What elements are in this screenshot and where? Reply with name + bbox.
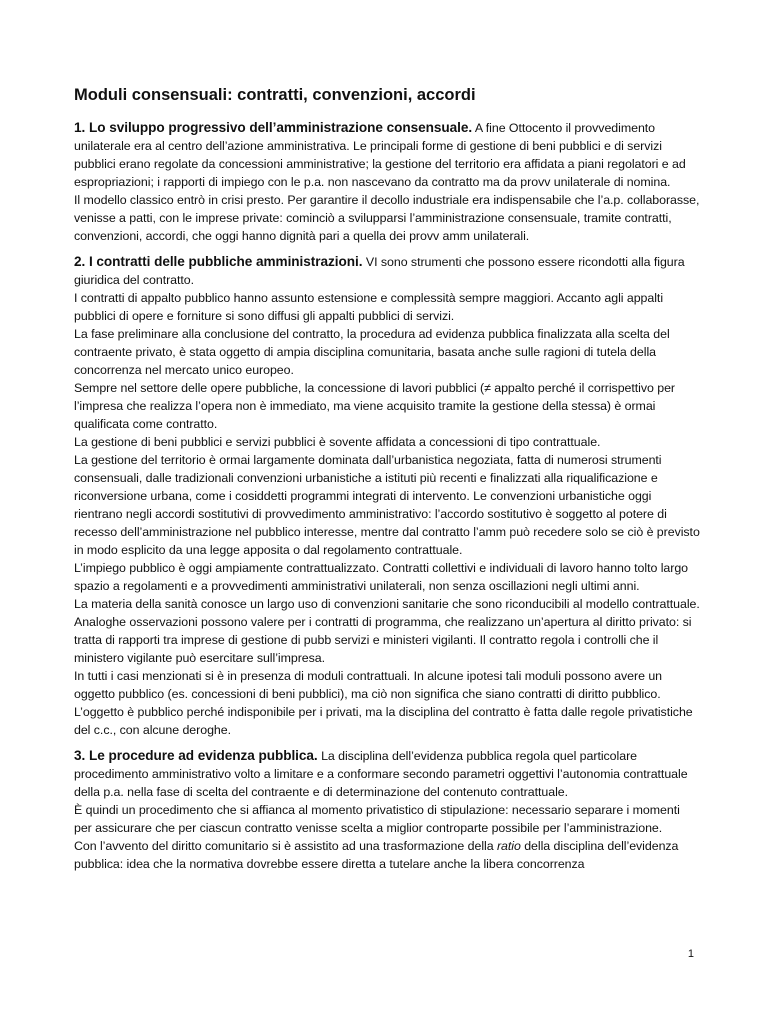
section-2-paragraph: La fase preliminare alla conclusione del contratto, la procedura ad evidenza pubblica finalizzata alla scelta del contraente privato, è stata oggetto di ampia disciplina comunitaria, basata anche sulle ragioni di tutela della concorrenza nel mercato unico europeo. <box>74 327 670 377</box>
section-2-paragraph: I contratti di appalto pubblico hanno assunto estensione e complessità sempre maggiori. Accanto agli appalti pubblici di opere e forniture si sono diffusi gli appalti pubblici di servizi. <box>74 291 664 323</box>
section-2-heading: 2. I contratti delle pubbliche amministrazioni. <box>74 254 363 269</box>
section-3-last-paragraph <box>74 837 700 873</box>
section-3-lead-paragraph <box>74 747 700 801</box>
section-2-paragraph: La materia della sanità conosce un largo uso di convenzioni sanitarie che sono riconducibili al modello contrattuale. <box>74 597 700 611</box>
italic-term-ratio: ratio <box>496 839 521 853</box>
section-1-lead-text: A fine Ottocento il provvedimento unilaterale era al centro dell’azione amministrativa. Le principali forme di gestione di beni pubblici e di servizi pubblici erano regolate da concessioni amministrative; la gestione del territorio era affidata a piani regolatori e ad espropriazioni; i rapporti di impiego con le p.a. non nascevano da contratto ma da provv unilaterale di nomina. <box>74 121 686 189</box>
section-2-paragraph: L’impiego pubblico è oggi ampiamente contrattualizzato. Contratti collettivi e individuali di lavoro hanno tolto largo spazio a regolamenti e a provvedimenti amministrativi unilaterali, non senza oscillazioni negli ultimi anni. <box>74 561 688 593</box>
section-2-lead-text: VI sono strumenti che possono essere ricondotti alla figura giuridica del contratto. <box>74 255 685 287</box>
section-1 <box>74 119 700 245</box>
section-2-paragraph: Analoghe osservazioni possono valere per i contratti di programma, che realizzano un’apertura al diritto privato: si tratta di rapporti tra imprese di gestione di pubb servizi e ministeri vigilanti. Il contratto regola i controlli che il ministero vigilante può esercitare sull’impresa. <box>74 615 692 665</box>
section-3 <box>74 747 700 873</box>
section-2 <box>74 253 700 739</box>
section-2-paragraph: La gestione di beni pubblici e servizi pubblici è sovente affidata a concessioni di tipo contrattuale. <box>74 435 601 449</box>
section-3-last-text-after: della disciplina dell’evidenza pubblica: idea che la normativa dovrebbe essere diretta a tutelare anche la libera concorrenza <box>74 839 679 871</box>
section-1-lead-paragraph <box>74 119 700 191</box>
document-title: Moduli consensuali: contratti, convenzioni, accordi <box>74 86 476 104</box>
section-2-paragraph: La gestione del territorio è ormai largamente dominata dall’urbanistica negoziata, fatta di numerosi strumenti consensuali, dalle tradizionali convenzioni urbanistiche a istituti più recenti e finalizzati alla riqualificazione e riconversione urbana, come i cosiddetti programmi integrati di intervento. Le convenzioni urbanistiche oggi rientrano negli accordi sostitutivi di provvedimento amministrativo: l’accordo sostitutivo è soggetto al potere di recesso dell’amministrazione nel pubblico interesse, mentre dal contratto l’amm può recedere solo se ciò è previsto in modo esplicito da una legge apposita o dal regolamento contrattuale. <box>74 453 700 557</box>
section-3-heading: 3. Le procedure ad evidenza pubblica. <box>74 748 318 763</box>
section-1-paragraph: Il modello classico entrò in crisi presto. Per garantire il decollo industriale era indispensabile che l’a.p. collaborasse, venisse a patti, con le imprese private: cominciò a svilupparsi l’amministrazione consensuale, tramite contratti, convenzioni, accordi, che oggi hanno dignità pari a quella dei provv amm unilaterali. <box>74 193 700 243</box>
section-2-lead-paragraph <box>74 253 700 289</box>
page-number: 1 <box>687 948 694 960</box>
section-2-paragraph: In tutti i casi menzionati si è in presenza di moduli contrattuali. In alcune ipotesi tali moduli possono avere un oggetto pubblico (es. concessioni di beni pubblici), ma ciò non significa che siano contratti di diritto pubblico. L’oggetto è pubblico perché indisponibile per i privati, ma la disciplina del contratto è fatta dalle regole privatistiche del c.c., con alcune deroghe. <box>74 669 693 737</box>
section-1-heading: 1. Lo sviluppo progressivo dell’amministrazione consensuale. <box>74 120 473 135</box>
section-3-lead-text: La disciplina dell’evidenza pubblica regola quel particolare procedimento amministrativo volto a limitare e a conformare secondo parametri oggettivi l’autonomia contrattuale della p.a. nella fase di scelta del contraente e di determinazione del contenuto contrattuale. <box>74 749 688 799</box>
section-3-last-text-before: Con l’avvento del diritto comunitario si è assistito ad una trasformazione della <box>74 839 497 853</box>
section-3-paragraph: È quindi un procedimento che si affianca al momento privatistico di stipulazione: necessario separare i momenti per assicurare che per ciascun contratto venisse scelta a miglior controparte possibile per l’amministrazione. <box>74 803 680 835</box>
section-2-paragraph: Sempre nel settore delle opere pubbliche, la concessione di lavori pubblici (≠ appalto perché il corrispettivo per l’impresa che realizza l’opera non è immediato, ma viene acquisito tramite la gestione della stessa) è ormai qualificata come contratto. <box>74 381 676 431</box>
